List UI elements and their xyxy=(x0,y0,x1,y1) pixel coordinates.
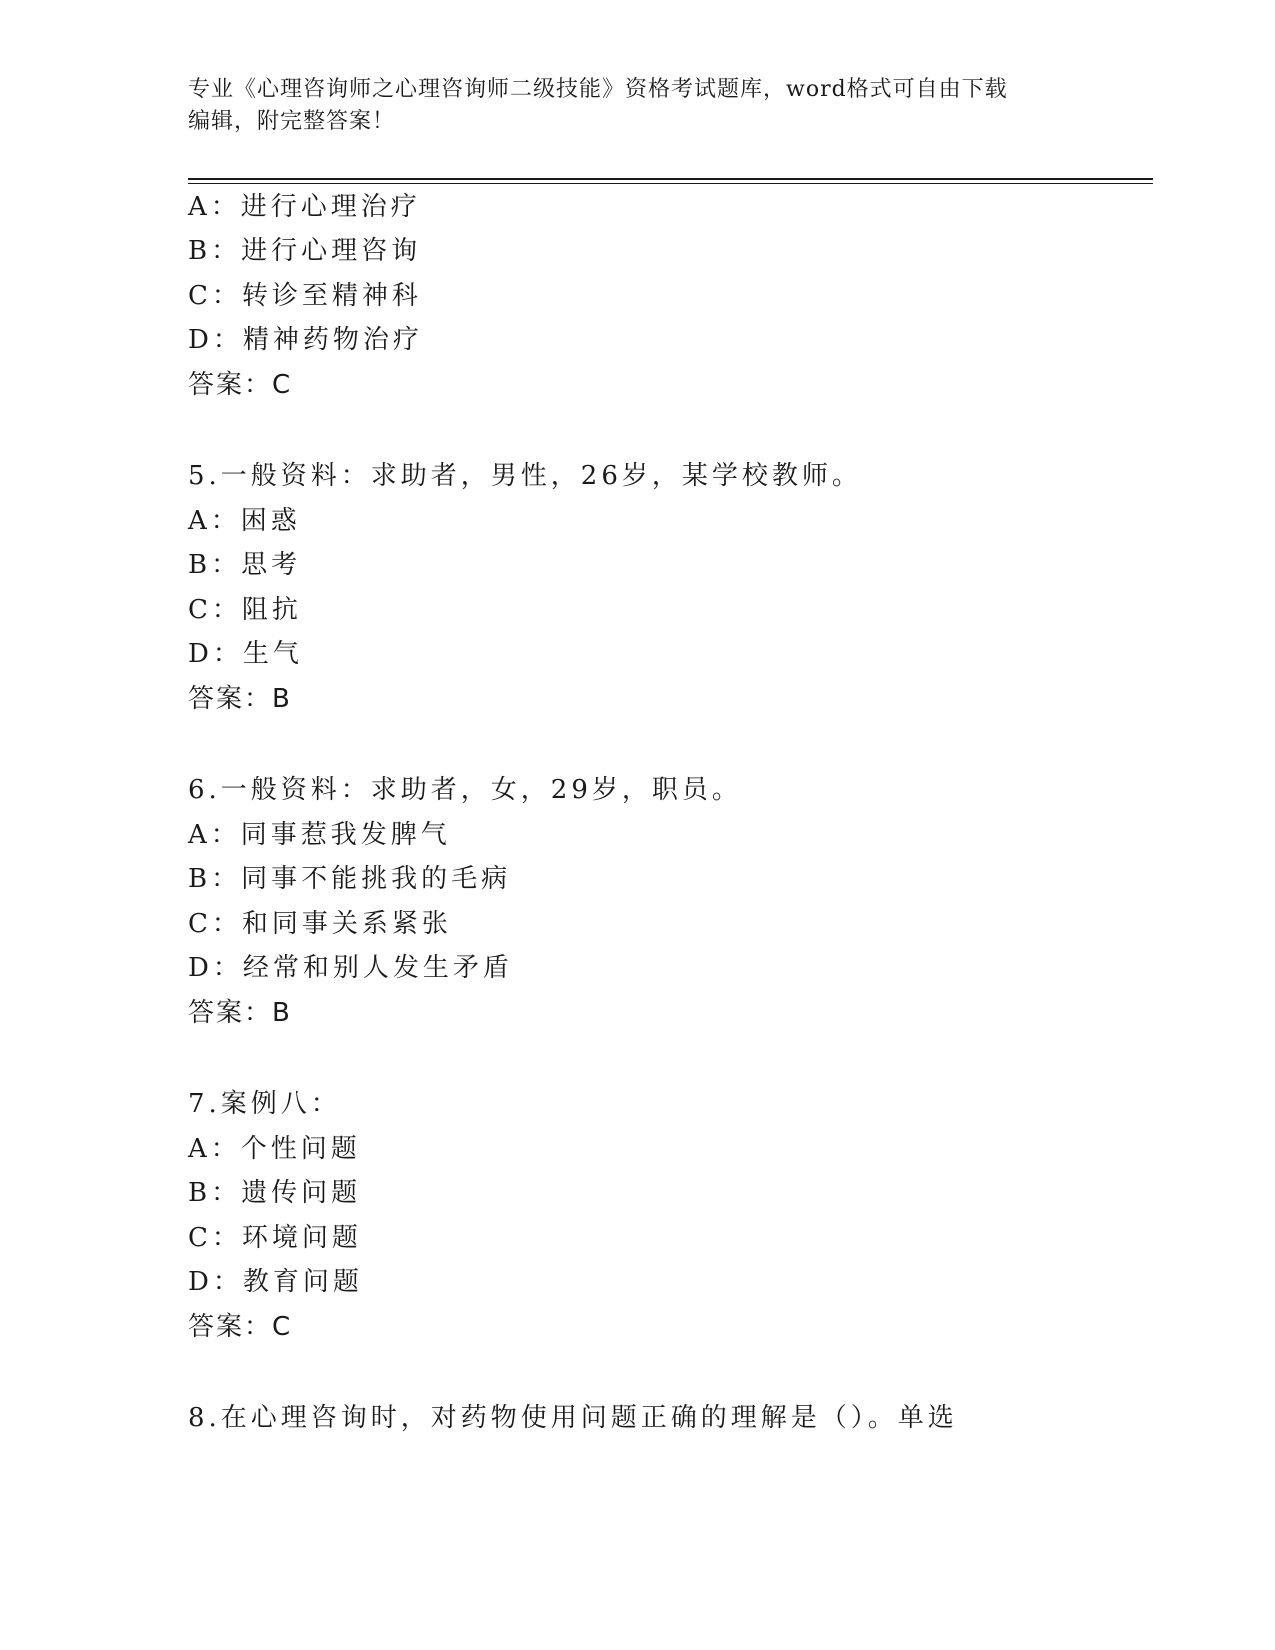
q6-option-a: A：同事惹我发脾气 xyxy=(188,820,451,850)
header-line-1: 专业《心理咨询师之心理咨询师二级技能》资格考试题库，word格式可自由下载 xyxy=(188,77,1008,102)
q7-stem: 7.案例八： xyxy=(188,1089,341,1119)
q6-stem: 6.一般资料：求助者，女，29岁，职员。 xyxy=(188,775,742,805)
q7-option-b: B：遗传问题 xyxy=(188,1178,362,1208)
q6-option-b: B：同事不能挑我的毛病 xyxy=(188,864,512,894)
q4-option-a: A：进行心理治疗 xyxy=(188,192,421,222)
q8-stem: 8.在心理咨询时，对药物使用问题正确的理解是（）。单选 xyxy=(188,1403,958,1433)
document-header xyxy=(188,74,1088,138)
header-divider-thick xyxy=(188,178,1153,180)
q5-option-a: A：困惑 xyxy=(188,506,301,536)
header-line-2: 编辑，附完整答案！ xyxy=(188,109,396,134)
q7-option-a: A：个性问题 xyxy=(188,1134,361,1164)
q7-answer: 答案：C xyxy=(188,1312,293,1342)
q6-answer: 答案：B xyxy=(188,998,292,1028)
q6-option-c: C：和同事关系紧张 xyxy=(188,909,452,939)
q4-option-c: C：转诊至精神科 xyxy=(188,281,422,311)
q5-option-c: C：阻抗 xyxy=(188,595,302,625)
q5-option-b: B：思考 xyxy=(188,550,302,580)
q6-option-d: D：经常和别人发生矛盾 xyxy=(188,953,513,983)
q5-stem: 5.一般资料：求助者，男性，26岁，某学校教师。 xyxy=(188,461,862,491)
q5-option-d: D：生气 xyxy=(188,639,303,669)
q7-option-c: C：环境问题 xyxy=(188,1223,362,1253)
q4-option-b: B：进行心理咨询 xyxy=(188,236,422,266)
q4-option-d: D：精神药物治疗 xyxy=(188,325,423,355)
q5-answer: 答案：B xyxy=(188,684,292,714)
q7-option-d: D：教育问题 xyxy=(188,1267,363,1297)
header-divider-thin xyxy=(188,183,1153,184)
q4-answer: 答案：C xyxy=(188,370,293,400)
